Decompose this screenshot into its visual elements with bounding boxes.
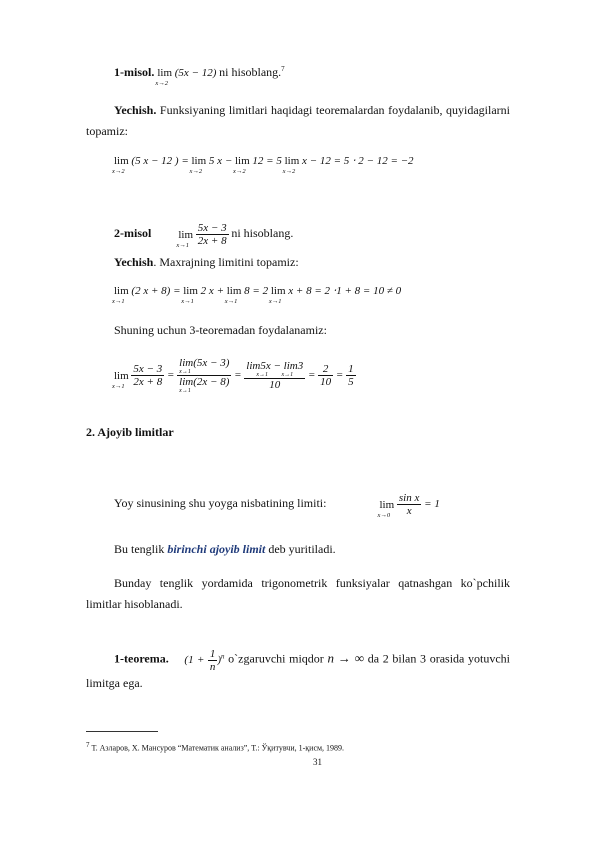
- paragraph-text: Bu tenglik: [114, 542, 168, 556]
- equation-result: + 8 = 2 ⋅1 + 8 = 10 ≠ 0: [295, 285, 402, 297]
- lim-word: lim: [183, 285, 198, 297]
- fraction: [397, 492, 421, 517]
- limit-expression: (5x − 12): [174, 67, 217, 79]
- lim-word: lim: [270, 285, 286, 297]
- lim-subscript: x→1: [224, 298, 238, 305]
- equation-term: (2 x + 8): [131, 285, 171, 297]
- remarkable-limit-formula: [377, 492, 440, 519]
- lim-word: lim: [284, 155, 300, 167]
- theorem-label: 1-teorema.: [114, 651, 169, 666]
- denominator-text: lim(2x − 8): [179, 376, 230, 388]
- theorem-reference: Shuning uchun 3-teoremadan foydalanamiz:: [114, 323, 327, 337]
- lim-word: lim: [114, 285, 129, 297]
- fraction-denominator: x: [406, 505, 412, 517]
- example-1-formula: [155, 67, 219, 87]
- theorem-text: o`zgaruvchi miqdor: [224, 651, 328, 666]
- lim-subscript: x→1: [112, 298, 125, 305]
- lim-subscript: x→2: [112, 168, 125, 175]
- lim-subscript: x→0: [377, 511, 391, 519]
- paragraph-first-remarkable-limit: [114, 492, 440, 517]
- theorem-text: da 2 bilan 3 orasida yotuvchi limitga ega.: [86, 651, 511, 690]
- lim-word: lim: [379, 498, 395, 511]
- equation-term: x: [288, 285, 294, 297]
- footnote: [86, 740, 344, 754]
- solution-2-big-equation: lim x→1 $\frac{5x - 3}{2x + 8}$ = lim(5x − 3) x→1 lim(2x − 8) x→1 = lim5x − lim3 x→1 x→1 10 = $\frac{2}{10}$ = $\frac{1}{5}$: [112, 357, 354, 394]
- solution-2-equation: lim x→1 (2 x + 8) = lim x→1 2 x + lim x→1 8 = 2 lim x→1 x + 8 = 2 ⋅1 + 8 = 10 ≠ 0: [114, 284, 401, 298]
- solution-2-label: Yechish: [114, 255, 154, 269]
- equation-term: 5 x: [208, 155, 223, 167]
- fraction-denominator: n: [209, 660, 216, 673]
- fraction-numerator: [244, 360, 305, 379]
- example-2-suffix: ni hisoblang.: [231, 226, 294, 241]
- fraction-numerator: sin x: [398, 492, 420, 504]
- numerator-text: lim5x − lim3: [246, 360, 304, 372]
- paragraph-text: Yoy sinusining shu yoyga nisbatining limiti:: [114, 496, 330, 511]
- fraction: [346, 363, 356, 388]
- equation-term: 8: [244, 285, 250, 297]
- lim-word: lim: [114, 155, 129, 167]
- lim-subscript: x→1: [268, 298, 282, 305]
- fraction-denominator: 2x + 8: [197, 235, 227, 247]
- fraction: [208, 648, 218, 673]
- lim-subscript: x→1: [179, 369, 191, 375]
- lim-subscript: x→1: [112, 382, 125, 390]
- theorem-1: [86, 646, 510, 694]
- footnote-text: Т. Азларов, Х. Мансуров “Математик анализ”, Т.: Ўқитувчи, 1-қисм, 1989.: [89, 743, 345, 753]
- fraction: [177, 357, 231, 394]
- example-2-label: 2-misol: [114, 226, 152, 241]
- lim-word: lim: [235, 155, 250, 167]
- fraction-denominator: 5: [348, 376, 354, 388]
- expression-part: (1 +: [184, 653, 208, 666]
- paragraph-usage: Bunday tenglik yordamida trigonometrik funksiyalar qatnashgan ko`pchilik limitlar hisoblanadi.: [86, 576, 510, 611]
- fraction-numerator: 1: [348, 363, 354, 375]
- lim-word: lim: [226, 285, 242, 297]
- solution-1-equation: lim x→2 (5 x − 12 ) = lim x→2 5 x − lim x→2 12 = 5 lim x→2 x − 12 = 5 ⋅ 2 − 12 = −2: [114, 154, 414, 168]
- solution-1-label: Yechish.: [114, 103, 157, 117]
- fraction-numerator: 1: [209, 647, 216, 660]
- paragraph-text: deb yuritiladi.: [265, 542, 336, 556]
- footnote-number: 7: [86, 741, 90, 749]
- page-number: 31: [313, 757, 322, 767]
- lim-subscript: x→1: [179, 388, 191, 394]
- lim-subscripts: [246, 372, 303, 378]
- fraction-numerator: 5x − 3: [197, 222, 227, 234]
- lim-subscript: x→1: [281, 372, 294, 378]
- example-1-suffix: ni hisoblang.: [219, 65, 282, 79]
- fraction: [318, 363, 333, 388]
- example-1: [114, 62, 285, 87]
- solution-2-text: [114, 255, 299, 269]
- theorem-condition: n → ∞: [327, 650, 365, 666]
- equation-term: 12: [252, 155, 264, 167]
- solution-1-text: [86, 100, 510, 142]
- expression-part: ): [217, 653, 222, 666]
- equation-term: (5 x − 12 ): [131, 155, 179, 167]
- lim-subscript: x→2: [233, 168, 246, 175]
- fraction: [244, 360, 305, 391]
- fraction-numerator: 5x − 3: [133, 363, 163, 375]
- fraction-denominator: 2x + 8: [133, 376, 163, 388]
- lim-word: lim: [191, 155, 207, 167]
- equation-result: = 1: [421, 498, 440, 511]
- fraction-denominator: 10: [269, 379, 281, 391]
- equation-term: 2 x: [200, 285, 214, 297]
- fraction-denominator: 10: [320, 376, 332, 388]
- example-2-formula: [176, 222, 231, 249]
- fraction-numerator: 2: [318, 363, 333, 376]
- theorem-expression: [184, 647, 225, 673]
- equation-coefficient: 5: [276, 155, 282, 167]
- lim-subscript: x→1: [256, 372, 268, 378]
- fraction: [196, 222, 229, 247]
- section-heading: 2. Ajoyib limitlar: [86, 425, 174, 439]
- example-2: [114, 222, 293, 247]
- lim-subscript: x→2: [189, 168, 203, 175]
- exponent: n: [221, 652, 225, 660]
- fraction-denominator: [177, 376, 231, 394]
- lim-subscript: x→1: [176, 241, 189, 249]
- footnote-separator: [86, 731, 158, 732]
- fraction-numerator: [177, 357, 231, 376]
- numerator-text: lim(5x − 3): [179, 357, 230, 369]
- lim-subscript: x→1: [181, 298, 194, 305]
- equation-coefficient: 2: [262, 285, 269, 297]
- lim-word: lim: [157, 67, 173, 79]
- lim-subscript: x→2: [282, 168, 296, 175]
- solution-2-body: . Maxrajning limitini topamiz:: [153, 255, 299, 269]
- lim-word: lim: [178, 228, 194, 241]
- fraction: [131, 363, 164, 388]
- lim-word: lim: [114, 369, 129, 382]
- emphasized-term: birinchi ajoyib limit: [167, 542, 266, 556]
- equation-term: x − 12: [302, 155, 331, 167]
- lim-subscript: x→2: [155, 80, 168, 87]
- paragraph-definition: [114, 542, 336, 556]
- example-1-label: 1-misol.: [114, 65, 155, 79]
- solution-1-body: Funksiyaning limitlari haqidagi teoremalardan foydalanib, quyidagilarni topamiz:: [86, 103, 510, 138]
- footnote-ref: 7: [281, 65, 285, 73]
- equation-result: 5 ⋅ 2 − 12 = −2: [343, 155, 414, 167]
